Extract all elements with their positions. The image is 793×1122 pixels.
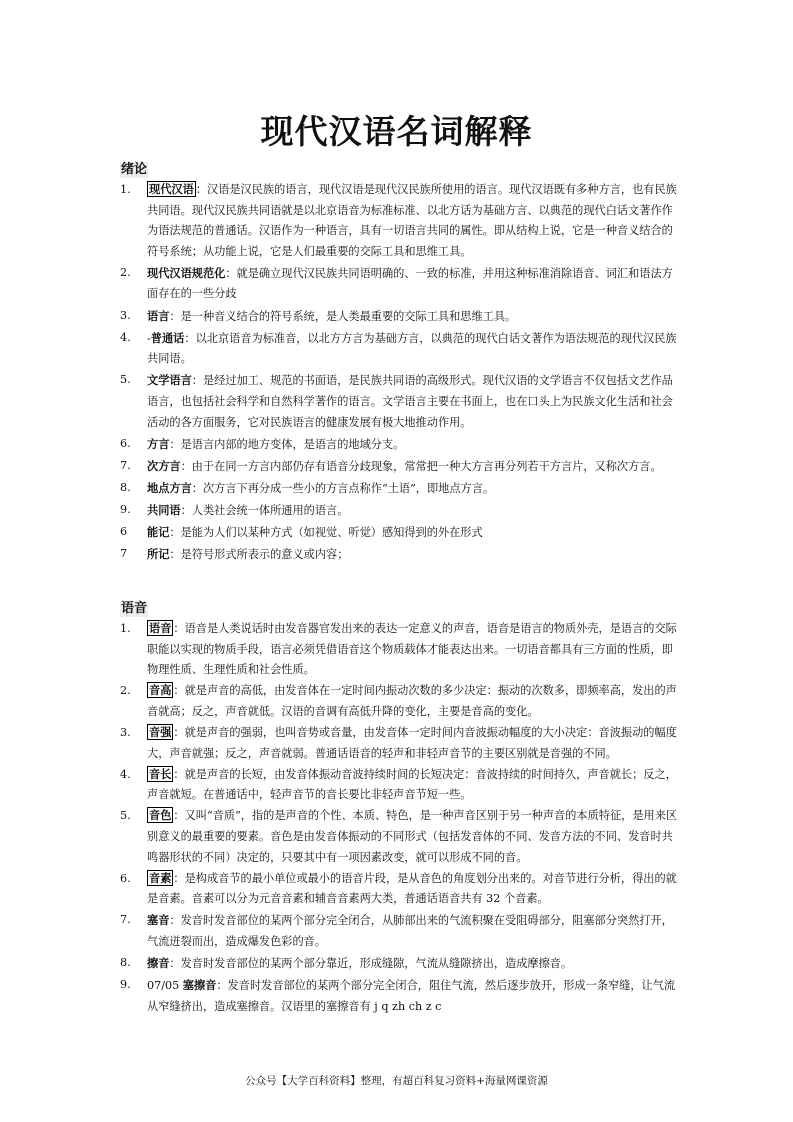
term-definition: 是构成音节的最小单位或最小的语音片段，是从音色的角度划分出来的。对音节进行分析，得出的就是音素。音素可以分为元音音素和辅音音素两大类，普通话语音共有 32 个音素。 [147,871,677,906]
term-definition: 是一种音义结合的符号系统，是人类最重要的交际工具和思维工具。 [180,309,517,323]
list-item: 6. 音素 ：是构成音节的最小单位或最小的语音片段，是从音色的角度划分出来的。对音节进行分析，得出的就是音素。音素可以分为元音音素和辅音音素两大类，普通话语音共有 32 个音素。 [120,870,677,906]
term-list [120,180,680,566]
term-label: 语音 [149,621,172,635]
term-definition: 又叫“音质”，指的是声音的个性、本质、特色，是一种声音区别于另一种声音的本质特征，是用来区别意义的最重要的要素。音色是由发音体振动的不同形式（包括发音体的不同、发音方法的不同、发音时共鸣器形状的不同）决定的，只要其中有一项因素改变，就可以形成不同的音。 [147,809,678,864]
item-number: 2. [120,265,131,279]
item-prefix: 07/05 [147,979,183,993]
list-item: 5. 音色 ：又叫“音质”，指的是声音的个性、本质、特色，是一种声音区别于另一种声音的本质特征，是用来区别意义的最重要的要素。音色是由发音体振动的不同形式（包括发音体的不同、发音方法的不同、发音时共鸣器形状的不同）决定的，只要其中有一项因素改变，就可以形成不同的音。 [120,808,678,864]
term-definition: 是符号形式所表示的意义或内容； [180,548,349,562]
item-number: 8. [120,956,131,969]
item-number: 1. [120,622,131,635]
term-list [120,619,680,1017]
term-label: 地点方言 [147,480,192,495]
term-definition: 汉语是汉民族的语言，现代汉语是现代汉民族所使用的语言。现代汉语既有多种方言，也有民族共同语。现代汉民族共同语就是以北京语音为标准标准、以北方话为基础方言、以典范的现代白话文著作作为语法规范的普通话。汉语作为一种语言，具有一切语言共同的属性。即从结构上说，它是一种音义结合的符号系统；从功能上说，它是人们最重要的交际工具和思维工具。 [147,183,677,258]
term-label: 现代汉语 [149,182,194,196]
term-label: 次方言 [147,458,181,473]
section-phonetics [120,597,680,1018]
list-item: 2. 现代汉语规范化：就是确立现代汉民族共同语明确的、一致的标准，并用这种标准消除语音、词汇和语法方面存在的一些分歧 [120,263,680,305]
list-item: 1. 语音 ：语音是人类说话时由发音器官发出来的表达一定意义的声音，语音是语言的物质外壳，是语言的交际职能以实现的物质手段，语言必须凭借语音这个物质载体才能表达出来。一切语音都具有三方面的性质，即物理性质、生理性质和社会性质。 [120,621,677,677]
item-number: 9. [120,502,131,516]
term-label: 音长 [149,766,172,781]
list-item: 7 所记：是符号形式所表示的意义或内容； [120,544,680,566]
term-definition: 由于在同一方言内部仍存有语音分歧现象，常常把一种大方言再分列若干方言片，又称次方言。 [191,459,662,473]
list-item: 1. 现代汉语 ：汉语是汉民族的语言，现代汉语是现代汉民族所使用的语言。现代汉语既有多种方言，也有民族共同语。现代汉民族共同语就是以北京语音为标准标准、以北方话为基础方言、以典范的现代白话文著作作为语法规范的普通话。汉语作为一种语言，具有一切语言共同的属性。即从结构上说，它是一种音义结合的符号系统；从功能上说，它是人们最重要的交际工具和思维工具。 [120,182,677,258]
term-label: 音色 [149,808,172,823]
term-label: 现代汉语规范化 [147,265,226,280]
term-definition: 发音时发音部位的某两个部分完全闭合，阻住气流，然后逐步放开，形成一条窄缝，让气流从窄缝挤出，造成塞擦音。汉语里的塞擦音有 j q zh ch z c [147,979,676,1013]
term-definition: 就是声音的强弱，也叫音势或音量，由发音体一定时间内音波振动幅度的大小决定：音波振动的幅度大，声音就强；反之，声音就弱。普通话语音的轻声和非轻声音节的主要区别就是音强的不同。 [147,725,677,760]
item-number: 5. [120,809,131,823]
item-number: 9. [120,978,131,992]
list-item: 9. 共同语：人类社会统一体所通用的语言。 [120,500,680,522]
term-definition: 语音是人类说话时由发音器官发出来的表达一定意义的声音，语音是语言的物质外壳，是语言的交际职能以实现的物质手段，语言必须凭借语音这个物质载体才能表达出来。一切语音都具有三方面的性质，即物理性质、生理性质和社会性质。 [147,622,677,677]
term-label: 文学语言 [147,373,192,388]
term-definition: 以北京语音为标准音，以北方方言为基础方言，以典范的现代白话文著作为语法规范的现代汉民族共同语。 [147,331,677,366]
list-item: 6. 方言：是语言内部的地方变体，是语言的地域分支。 [120,434,680,456]
item-number: 2. [120,684,131,698]
section-introduction [120,158,680,566]
item-number: 8. [120,480,131,494]
term-definition: 就是确立现代汉民族共同语明确的、一致的标准，并用这种标准消除语音、词汇和语法方面存在的一些分歧 [147,266,673,301]
list-item: 5. 文学语言：是经过加工、规范的书面语，是民族共同语的高级形式。现代汉语的文学语言不仅包括文艺作品语言，也包括社会科学和自然科学著作的语言。文学语言主要在书面上，也在口头上为民族文化生活和社会活动的各方面服务，它对民族语言的健康发展有极大地推动作用。 [120,370,680,433]
term-definition: 是语言内部的地方变体，是语言的地域分支。 [180,437,405,451]
term-definition: 是经过加工、规范的书面语，是民族共同语的高级形式。现代汉语的文学语言不仅包括文艺作品语言，也包括社会科学和自然科学著作的语言。文学语言主要在书面上，也在口头上为民族文化生活和社会活动的各方面服务，它对民族语言的健康发展有极大地推动作用。 [147,374,673,429]
list-item: 2. 音高 ：就是声音的高低，由发音体在一定时间内振动次数的多少决定：振动的次数多，即频率高，发出的声音就高；反之，声音就低。汉语的音调有高低升降的变化，主要是音高的变化。 [120,683,677,718]
item-number: 7. [120,458,131,472]
list-item: 6 能记：是能为人们以某种方式（如视觉、听觉）感知得到的外在形式 [120,522,680,544]
term-label: 塞擦音 [182,978,217,993]
term-label: 音强 [149,724,172,739]
item-number: 6. [120,871,131,885]
list-item: 3. 音强 ：就是声音的强弱，也叫音势或音量，由发音体一定时间内音波振动幅度的大小决定：音波振动的幅度大，声音就强；反之，声音就弱。普通话语音的轻声和非轻声音节的主要区别就是音强的不同。 [120,724,677,760]
item-number: 7. [120,913,131,927]
term-definition: 发音时发音部位的某两个部分完全闭合，从肺部出来的气流积聚在受阻碍部分，阻塞部分突然打开，气流迸裂而出，造成爆发色彩的音。 [147,914,673,948]
term-label: 普通话 [150,330,185,345]
list-item: 9. 07/05 塞擦音：发音时发音部位的某两个部分完全闭合，阻住气流，然后逐步放开，形成一条窄缝，让气流从窄缝挤出，造成塞擦音。汉语里的塞擦音有 j q zh ch z c [120,975,680,1017]
item-number: 3. [120,725,131,739]
list-item: 3. 语言：是一种音义结合的符号系统，是人类最重要的交际工具和思维工具。 [120,306,680,328]
term-definition: 就是声音的长短，由发音体振动音波持续时间的长短决定：音波持续的时间持久，声音就长；反之，声音就短。在普通话中，轻声音节的音长要比非轻声音节短一些。 [147,767,677,802]
page-footer: 公众号【大学百科资料】整理，有超百科复习资料+海量网课资源 [245,1075,548,1087]
item-number: 6. [120,436,131,450]
term-definition: 次方言下再分成一些小的方言点称作“土语”，即地点方言。 [202,481,495,495]
item-number: 4. [120,330,131,344]
list-item: 7. 塞音：发音时发音部位的某两个部分完全闭合，从肺部出来的气流积聚在受阻碍部分，阻塞部分突然打开，气流迸裂而出，造成爆发色彩的音。 [120,910,680,952]
item-number: 6 [120,525,128,538]
term-definition: 人类社会统一体所通用的语言。 [191,503,349,517]
term-label: 所记 [147,547,170,562]
item-number: 1. [120,183,131,196]
item-number: 7 [120,547,128,561]
section-heading: 语音 [121,601,148,616]
list-item: 7. 次方言：由于在同一方言内部仍存有语音分歧现象，常常把一种大方言再分列若干方言片，又称次方言。 [120,456,680,478]
term-definition: 是能为人们以某种方式（如视觉、听觉）感知得到的外在形式 [180,526,483,539]
term-label: 音高 [149,683,172,698]
item-number: 4. [120,767,131,781]
term-label: 能记 [147,525,170,539]
list-item: 8. 擦音：发音时发音部位的某两个部分靠近，形成缝隙，气流从缝隙挤出，造成摩擦音。 [120,953,680,975]
list-item: 8. 地点方言：次方言下再分成一些小的方言点称作“土语”，即地点方言。 [120,478,680,500]
list-item: 4. 音长 ：就是声音的长短，由发音体振动音波持续时间的长短决定：音波持续的时间持久，声音就长；反之，声音就短。在普通话中，轻声音节的音长要比非轻声音节短一些。 [120,766,677,802]
term-definition: 就是声音的高低，由发音体在一定时间内振动次数的多少决定：振动的次数多，即频率高，发出的声音就高；反之，声音就低。汉语的音调有高低升降的变化，主要是音高的变化。 [147,684,677,718]
item-number: 5. [120,373,131,387]
term-definition: 发音时发音部位的某两个部分靠近，形成缝隙，气流从缝隙挤出，造成摩擦音。 [180,957,573,970]
item-number: 3. [120,308,131,322]
list-item: 4. -普通话：以北京语音为标准音，以北方方言为基础方言，以典范的现代白话文著作为语法规范的现代汉民族共同语。 [120,328,680,370]
section-heading: 绪论 [121,162,148,177]
term-label: 语言 [147,308,170,323]
term-label: 共同语 [147,502,181,517]
term-label: 塞音 [147,913,170,928]
term-label: 音素 [149,870,172,885]
term-label: 方言 [147,436,170,451]
term-label: 擦音 [147,956,170,970]
page-title: 现代汉语名词解释 [260,112,533,151]
